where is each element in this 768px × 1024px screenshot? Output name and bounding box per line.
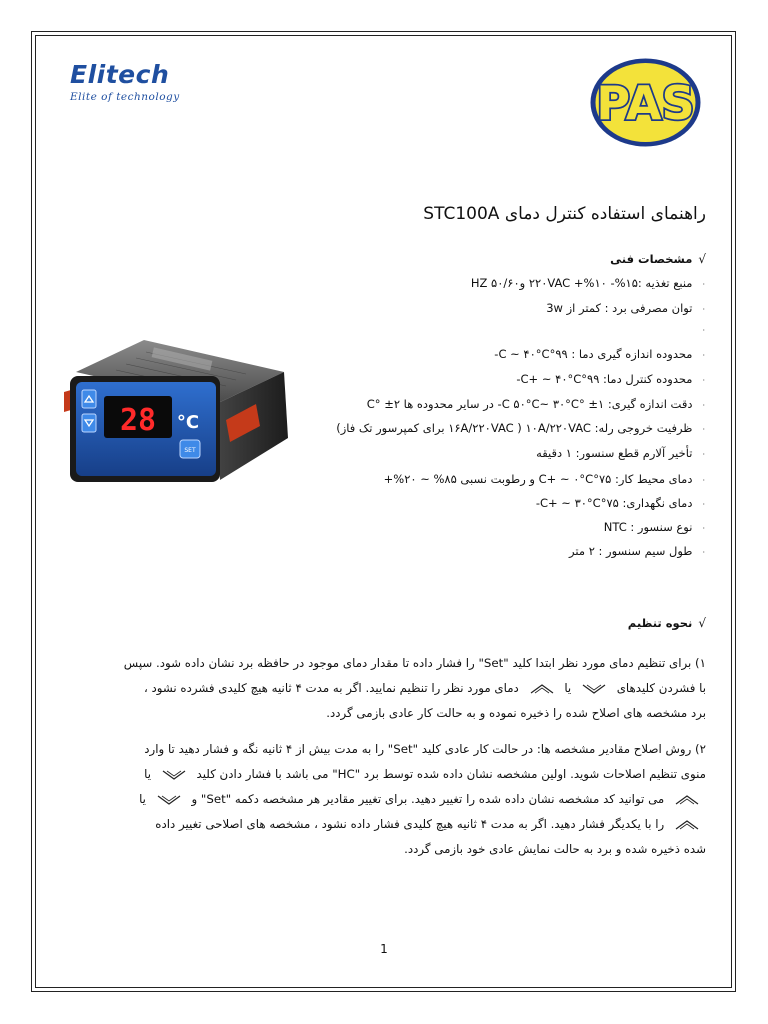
paragraph-line: ۲) روش اصلاح مقادیر مشخصه ها: در حالت کار عادی کلید "Set" را به مدت بیش از ۴ ثانیه نگه و فشار دهید تا وارد [144,742,706,756]
display-value: 28 [119,403,157,438]
down-arrow-icon [581,683,607,695]
spec-item: ·منبع تغذیه :۱۵%- ۱۰%+ ۲۲۰VAC و۵۰/۶۰ HZ [470,276,705,290]
spec-item: ·طول سیم سنسور : ۲ متر [569,544,705,558]
up-arrow-icon [674,794,700,806]
spec-item: ·دمای نگهداری: ۷۵°C+ ~ ۳۰°C- [535,496,705,510]
bullet-icon: · [702,500,705,509]
pas-logo-text: PAS [596,76,695,130]
bullet-icon: · [702,351,705,360]
paragraph-line: برد مشخصه های اصلاح شده را ذخیره نموده و به حالت کار عادی بازمی گردد. [326,706,706,720]
spec-item: ·دمای محیط کار: ۷۵°C+ ~ ۰°C و رطوبت نسبی ۸۵% ~ ۲۰%+ [383,472,705,486]
spec-item: ·دقت اندازه گیری: ۱± °C ۵۰°C~ ۳۰°C- در سایر محدوده ها ۲± °C [366,397,705,411]
check-icon: √ [698,252,706,266]
page-title: راهنمای استفاده کنترل دمای STC100A [423,204,706,224]
spec-item: ·ظرفیت خروجی رله: ۱۰A/۲۲۰VAC ( ۱۶A/۲۲۰VAC برای کمپرسور تک فاز) [336,421,705,435]
set-key-label: SET [184,447,196,454]
up-arrow-icon [674,819,700,831]
brand-name: Elitech [70,60,170,89]
spec-item: ·محدوده کنترل دما: ۹۹°C+ ~ ۴۰°C- [516,372,705,386]
bullet-icon: · [702,305,705,314]
settings-heading [628,616,706,630]
pas-logo-icon [588,55,703,150]
bullet-icon: · [702,524,705,533]
specs-heading-text: مشخصات فنی [610,252,693,266]
spec-item: ·نوع سنسور : NTC [603,520,705,534]
bullet-icon: · [702,548,705,557]
spec-item: ·محدوده اندازه گیری دما : ۹۹°C ~ ۴۰°C- [494,347,705,361]
bullet-icon: · [702,401,705,410]
bullet-icon: · [702,425,705,434]
spec-item: ·توان مصرفی برد : کمتر از 3w [546,301,705,315]
paragraph-line: را با یکدیگر فشار دهید. اگر به مدت ۴ ثانیه هیچ کلیدی فشار داده نشود ، مشخصه های اصلاحی تغییر داده [56,812,706,837]
bullet-icon: · [702,476,705,485]
bullet-icon: · [702,280,705,289]
stc100a-device-image [56,330,292,500]
instruction-paragraph-1 [56,651,706,726]
brand-tagline: Elite of technology [70,91,180,103]
settings-heading-text: نحوه تنظیم [627,616,693,630]
check-icon: √ [698,616,706,630]
spec-item-empty [692,322,705,336]
up-arrow-icon [529,683,555,695]
paragraph-line: می توانید کد مشخصه نشان داده شده را تغییر دهید. برای تغییر مقادیر هر مشخصه دکمه "Set" و یا [56,787,706,812]
specs-heading [610,252,706,266]
paragraph-line: شده ذخیره شده و برد به حالت نمایش عادی خود بازمی گردد. [404,842,706,856]
elitech-logo [70,60,180,103]
bullet-icon: · [702,376,705,385]
display-unit: °C [176,412,200,433]
paragraph-line: با فشردن کلیدهای یا دمای مورد نظر را تنظیم نمایید. اگر به مدت ۴ ثانیه هیچ کلیدی فشرده نشود ، [143,681,706,695]
down-arrow-icon [156,794,182,806]
paragraph-line: ۱) برای تنظیم دمای مورد نظر ابتدا کلید "Set" را فشار داده تا مقدار دمای موجود در حافظه برد نشان داده شود. سپس [123,656,706,670]
instruction-paragraph-2 [56,737,706,862]
down-arrow-icon [161,769,187,781]
paragraph-line: منوی تنظیم اصلاحات شوید. اولین مشخصه نشان داده شده توسط برد "HC" می باشد با فشار دادن کلید یا [144,767,706,781]
spec-item: ·تأخیر آلارم قطع سنسور: ۱ دقیقه [536,446,705,460]
page-number: 1 [380,942,388,956]
bullet-icon: · [702,450,705,459]
bullet-icon: · [702,326,705,335]
